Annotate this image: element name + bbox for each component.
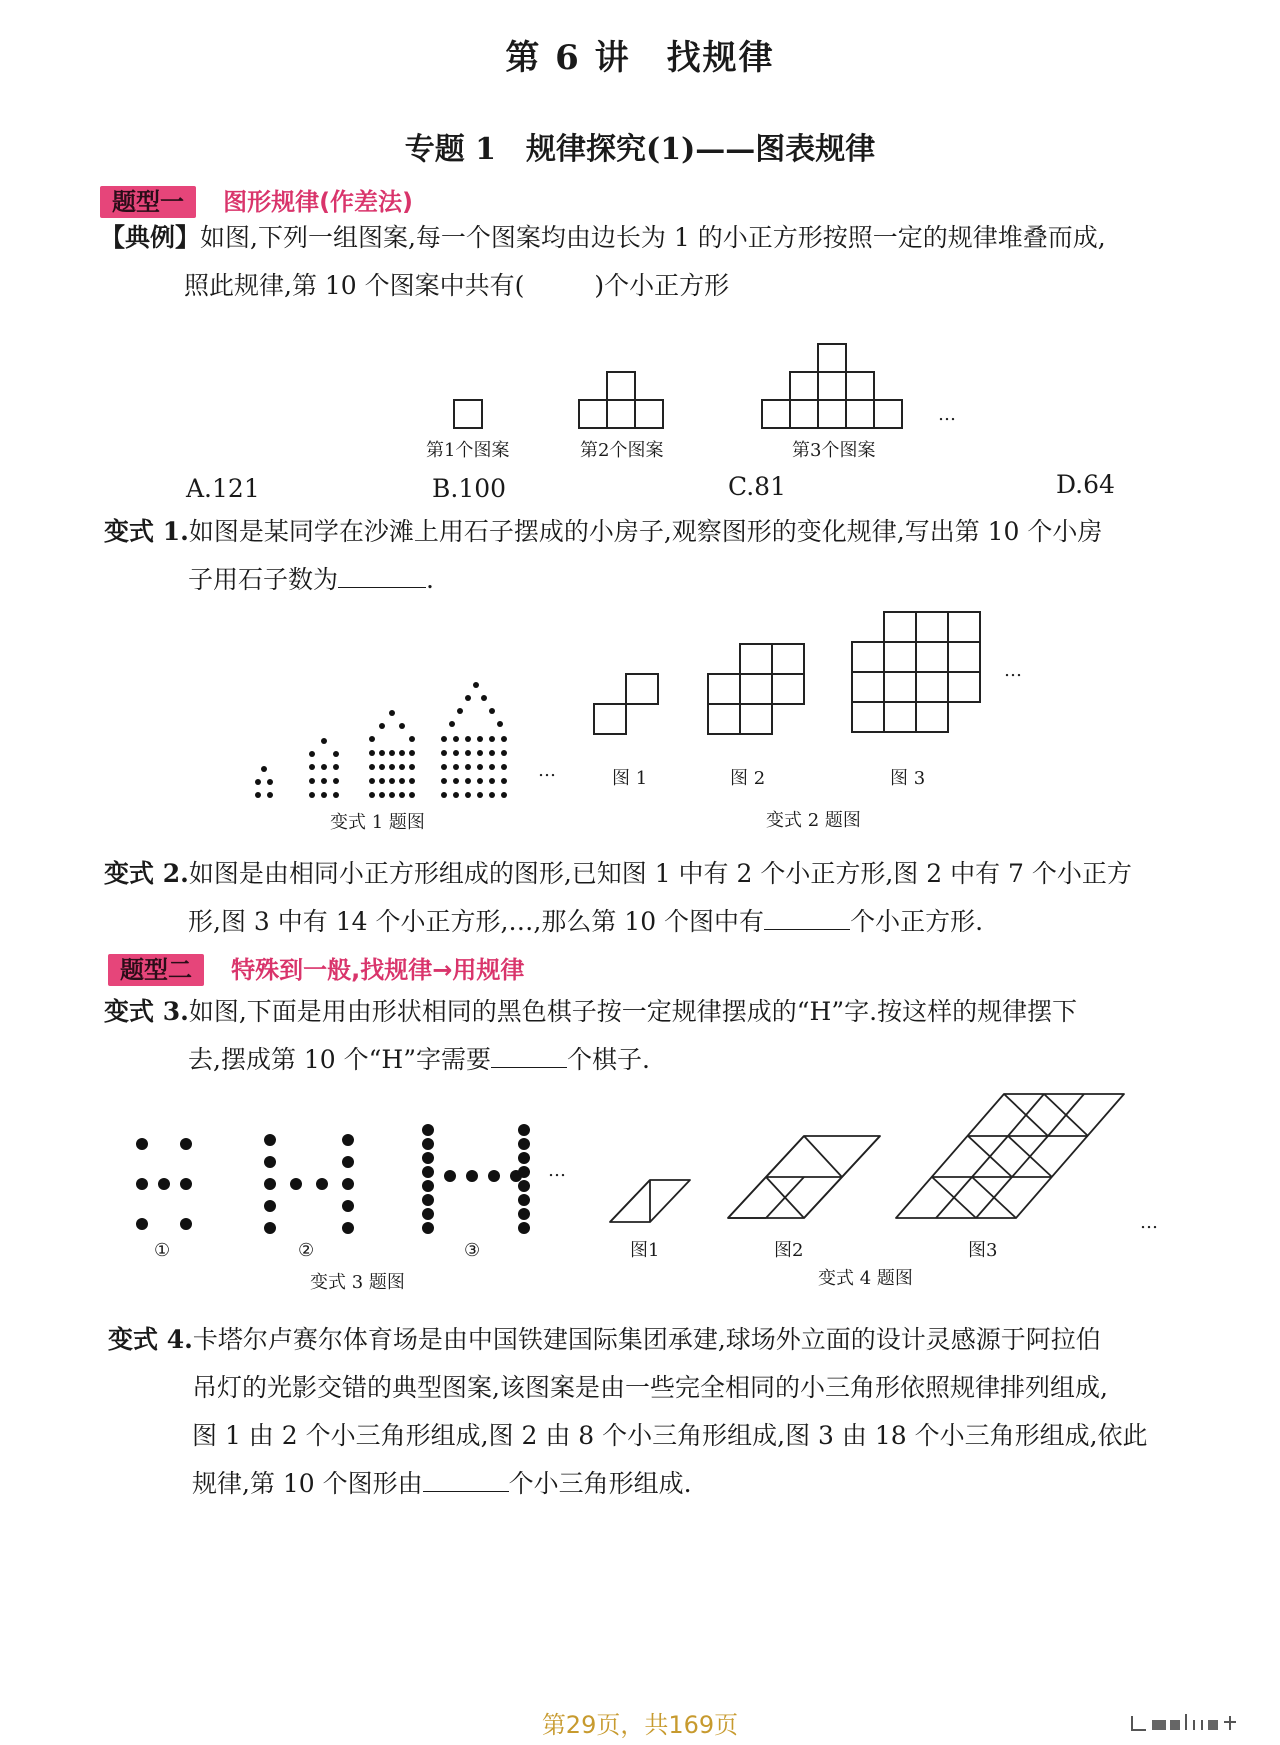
chess-piece <box>422 1152 434 1164</box>
variant-4-ellipsis: … <box>1140 1212 1158 1233</box>
variant-3-caption-3: ③ <box>464 1240 481 1261</box>
variant-4-line-3: 图 1 由 2 个小三角形组成,图 2 由 8 个小三角形组成,图 3 由 18 个小三角形组成,依此 <box>192 1421 1148 1450</box>
variant-2-line-2b: 个小正方形. <box>850 907 984 936</box>
variant-1-ellipsis: … <box>538 760 556 781</box>
example-line-1: 如图,下列一组图案,每一个图案均由边长为 1 的小正方形按照一定的规律堆叠而成, <box>200 223 1106 252</box>
variant-2-caption-2: 图 2 <box>730 768 766 789</box>
example-line-2b: )个小正方形 <box>594 271 730 300</box>
chess-piece <box>518 1222 530 1234</box>
variant-4-caption-1: 图1 <box>630 1240 660 1261</box>
chess-piece <box>422 1222 434 1234</box>
chess-piece <box>422 1166 434 1178</box>
chess-piece <box>422 1124 434 1136</box>
watermark-block <box>1152 1720 1166 1730</box>
variant-2-line-2a: 形,图 3 中有 14 个小正方形,…,那么第 10 个图中有 <box>188 907 765 936</box>
chess-piece <box>422 1138 434 1150</box>
answer-blank[interactable] <box>423 1469 509 1492</box>
triangle-grid <box>896 1094 1124 1218</box>
variant-4-label: 变式 4. <box>108 1325 193 1354</box>
variant-3-line-2a: 去,摆成第 10 个“H”字需要 <box>188 1045 492 1074</box>
chess-piece <box>422 1194 434 1206</box>
chess-piece <box>342 1200 354 1212</box>
variant-3-ellipsis: … <box>548 1160 566 1181</box>
chess-piece <box>342 1178 354 1190</box>
chess-piece <box>518 1194 530 1206</box>
choice-c[interactable]: C.81 <box>728 472 786 501</box>
variant-1-line-2: 子用石子数为 <box>188 565 339 594</box>
triangle-edge <box>610 1180 650 1222</box>
chess-piece <box>264 1156 276 1168</box>
chess-piece <box>180 1178 192 1190</box>
chess-piece <box>518 1138 530 1150</box>
page-indicator: 第29页，共169页 <box>541 1711 739 1739</box>
watermark-block <box>1170 1720 1180 1730</box>
chess-piece <box>264 1222 276 1234</box>
choice-d[interactable]: D.64 <box>1056 470 1115 499</box>
variant-2-caption-1: 图 1 <box>612 768 648 789</box>
variant-2-ellipsis: … <box>1004 660 1022 681</box>
chess-piece <box>264 1134 276 1146</box>
chess-piece <box>518 1166 530 1178</box>
variant-3-line-2b: 个棋子. <box>567 1045 650 1074</box>
variant-2-figcaption: 变式 2 题图 <box>766 810 861 831</box>
variant-4-caption-3: 图3 <box>968 1240 998 1261</box>
chess-piece <box>422 1208 434 1220</box>
variant-4-line-4a: 规律,第 10 个图形由 <box>192 1469 423 1498</box>
choice-a[interactable]: A.121 <box>186 474 260 503</box>
example-caption-1: 第1个图案 <box>426 440 510 461</box>
watermark-stroke <box>1132 1716 1146 1730</box>
variant-3-figcaption: 变式 3 题图 <box>310 1272 405 1293</box>
watermark-stroke <box>1224 1716 1236 1730</box>
variant-4-line-1: 卡塔尔卢赛尔体育场是由中国铁建国际集团承建,球场外立面的设计灵感源于阿拉伯 <box>192 1325 1101 1354</box>
triangle-edge <box>932 1094 1088 1218</box>
variant-3-line-1: 如图,下面是用由形状相同的黑色棋子按一定规律摆成的“H”字.按这样的规律摆下 <box>188 997 1078 1026</box>
chess-piece <box>444 1170 456 1182</box>
variant-1-line-2-end: . <box>426 565 434 594</box>
chess-piece <box>488 1170 500 1182</box>
example-caption-2: 第2个图案 <box>580 440 664 461</box>
section-1-tag: 题型一 <box>100 186 196 218</box>
chess-piece <box>342 1134 354 1146</box>
chess-piece <box>180 1138 192 1150</box>
variant-4-problem <box>108 1316 1228 1508</box>
example-label: 【典例】 <box>100 223 201 252</box>
variant-1-figcaption: 变式 1 题图 <box>330 812 425 833</box>
chess-piece <box>136 1138 148 1150</box>
variant-4-line-2: 吊灯的光影交错的典型图案,该图案是由一些完全相同的小三角形依照规律排列组成, <box>192 1373 1108 1402</box>
section-2-title: 特殊到一般,找规律→用规律 <box>231 956 525 984</box>
variant-4-caption-2: 图2 <box>774 1240 804 1261</box>
variant-3-caption-1: ① <box>154 1240 171 1261</box>
triangle-grid <box>610 1180 690 1222</box>
section-2-tag: 题型二 <box>108 954 204 986</box>
example-line-2a: 照此规律,第 10 个图案中共有( <box>184 271 525 300</box>
chess-piece <box>342 1222 354 1234</box>
variant-4-figcaption: 变式 4 题图 <box>818 1268 913 1289</box>
variant-3-caption-2: ② <box>298 1240 315 1261</box>
example-ellipsis: … <box>938 404 956 425</box>
chess-piece <box>290 1178 302 1190</box>
variant-1-line-1: 如图是某同学在沙滩上用石子摆成的小房子,观察图形的变化规律,写出第 10 个小房 <box>188 517 1103 546</box>
chess-piece <box>264 1178 276 1190</box>
variant-1-label: 变式 1. <box>104 517 189 546</box>
example-caption-3: 第3个图案 <box>792 440 876 461</box>
chess-piece <box>518 1208 530 1220</box>
variant-2-label: 变式 2. <box>104 859 189 888</box>
chess-piece <box>342 1156 354 1168</box>
chess-piece <box>422 1180 434 1192</box>
chess-piece <box>518 1152 530 1164</box>
variant-3-label: 变式 3. <box>104 997 189 1026</box>
chess-piece <box>264 1200 276 1212</box>
variant-2-caption-3: 图 3 <box>890 768 926 789</box>
variant-2-line-1: 如图是由相同小正方形组成的图形,已知图 1 中有 2 个小正方形,图 2 中有 7 个小正方 <box>188 859 1132 888</box>
chess-piece <box>180 1218 192 1230</box>
variant-4-line-4b: 个小三角形组成. <box>508 1469 692 1498</box>
choice-b[interactable]: B.100 <box>432 474 507 503</box>
chess-piece <box>158 1178 170 1190</box>
topic-subtitle: 专题 1 规律探究(1)——图表规律 <box>404 132 876 167</box>
triangle-edge <box>932 1136 1088 1177</box>
watermark-stroke <box>1186 1714 1202 1730</box>
lecture-title: 第 6 讲 找规律 <box>505 38 775 78</box>
chess-piece <box>316 1178 328 1190</box>
triangle-edge <box>936 1094 1084 1218</box>
triangle-edge <box>766 1136 842 1177</box>
chess-piece <box>466 1170 478 1182</box>
chess-piece <box>136 1218 148 1230</box>
section-1-title: 图形规律(作差法) <box>223 188 414 216</box>
watermark-block <box>1208 1720 1218 1730</box>
chess-piece <box>518 1180 530 1192</box>
chess-piece <box>136 1178 148 1190</box>
watermark-marks <box>1130 1712 1240 1734</box>
chess-piece <box>518 1124 530 1136</box>
